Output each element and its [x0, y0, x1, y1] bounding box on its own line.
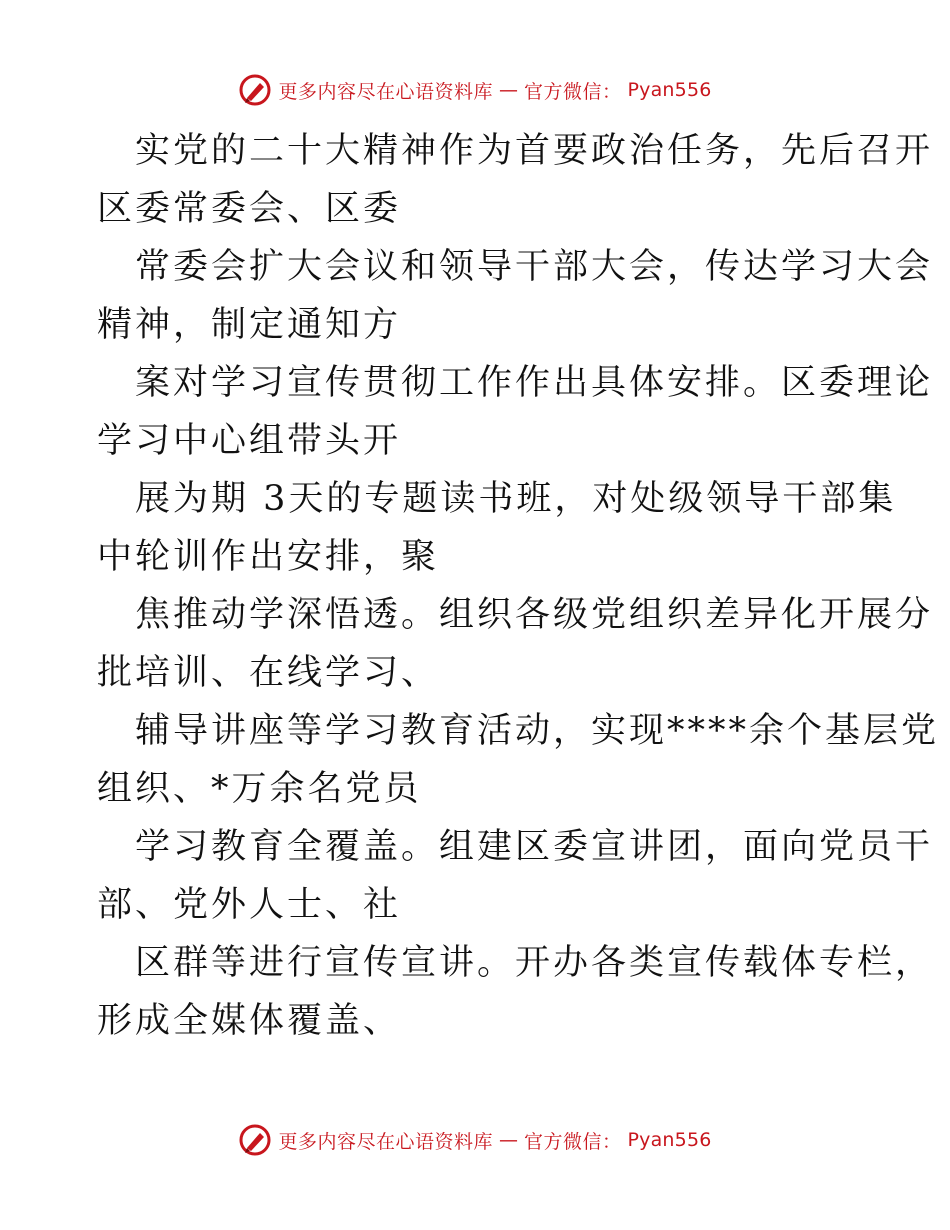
text-line: 辅导讲座等学习教育活动，实现****余个基层党 — [135, 711, 940, 751]
text-line: 中轮训作出安排，聚 — [97, 537, 440, 577]
text-line: 焦推动学深悟透。组织各级党组织差异化开展分 — [135, 595, 934, 635]
watermark-text: 更多内容尽在心语资料库 — [278, 80, 493, 103]
text-line: 学习中心组带头开 — [97, 421, 402, 461]
text-line: 实党的二十大精神作为首要政治任务，先后召开 — [135, 131, 934, 171]
text-line: 批培训、在线学习、 — [97, 653, 440, 693]
footer-watermark — [0, 1120, 950, 1160]
pen-logo-icon — [238, 73, 272, 107]
text-line: 案对学习宣传贯彻工作作出具体安排。区委理论 — [135, 363, 934, 403]
pen-logo-icon — [238, 1123, 272, 1157]
text-line: 区群等进行宣传宣讲。开办各类宣传载体专栏， — [135, 943, 934, 983]
text-line: 展为期 3天的专题读书班，对处级领导干部集 — [135, 479, 897, 519]
text-line: 形成全媒体覆盖、 — [97, 1001, 402, 1041]
document-body — [97, 122, 940, 1050]
watermark-wechat-label: 官方微信： — [523, 80, 622, 103]
watermark-text: 更多内容尽在心语资料库 — [278, 1130, 493, 1153]
text-line: 精神，制定通知方 — [97, 305, 402, 345]
text-line: 组织、*万余名党员 — [97, 769, 422, 809]
text-line: 区委常委会、区委 — [97, 189, 402, 229]
text-line: 学习教育全覆盖。组建区委宣讲团，面向党员干 — [135, 827, 934, 867]
text-line: 常委会扩大会议和领导干部大会，传达学习大会 — [135, 247, 934, 287]
header-watermark — [0, 70, 950, 110]
watermark-wechat-label: 官方微信： — [523, 1130, 622, 1153]
watermark-wechat-id: Pyan556 — [627, 1129, 712, 1151]
watermark-wechat-id: Pyan556 — [627, 79, 712, 101]
text-line: 部、党外人士、社 — [97, 885, 402, 925]
watermark-dash: — — [498, 79, 518, 101]
watermark-dash: — — [498, 1129, 518, 1151]
